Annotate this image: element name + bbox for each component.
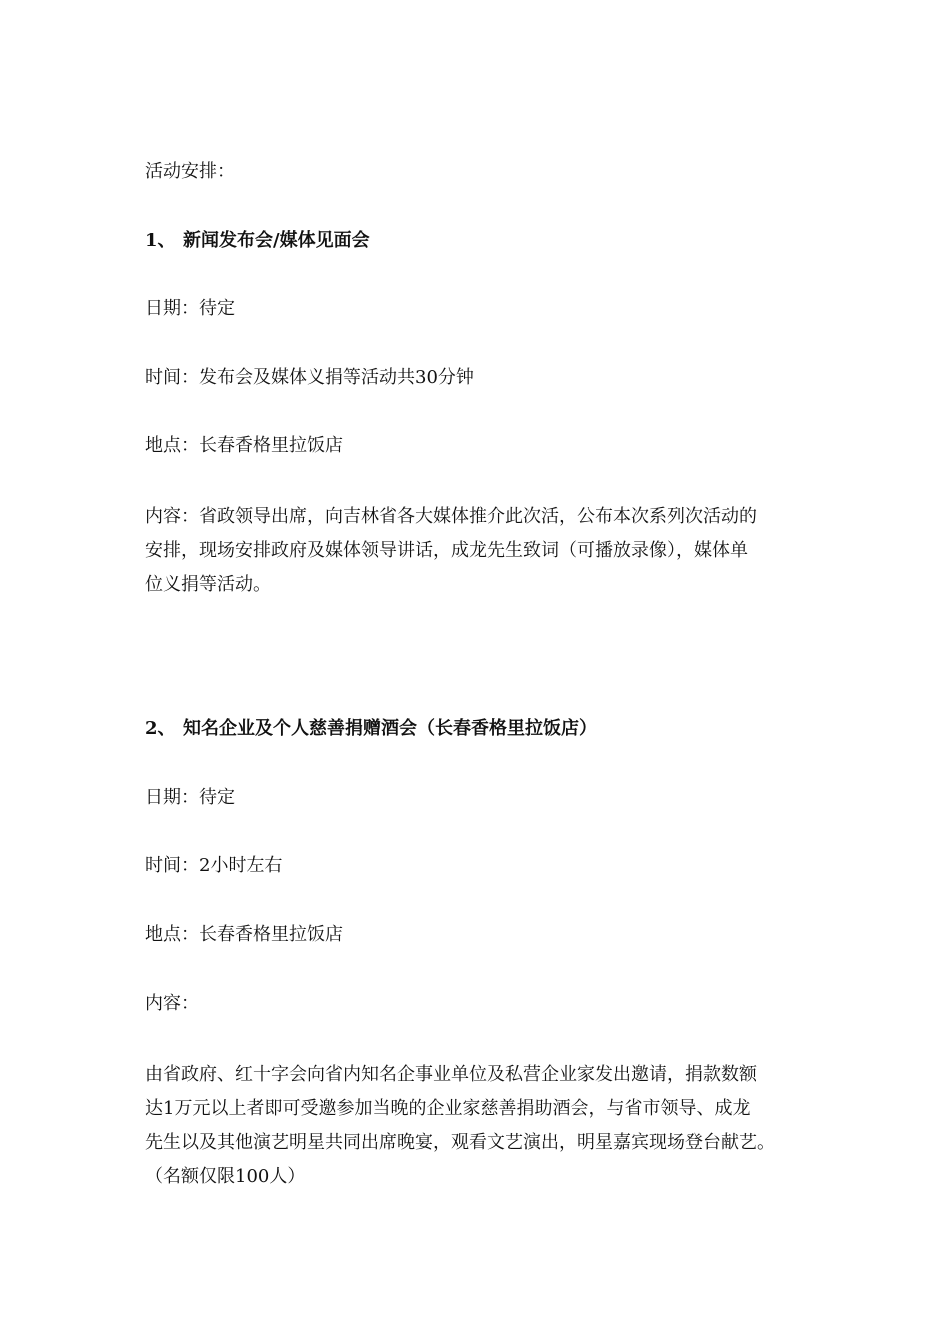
- section-1-content-line: 内容：省政领导出席，向吉林省各大媒体推介此次活，公布本次系列次活动的: [145, 506, 757, 527]
- section-1-content-line: 位义捐等活动。: [145, 574, 271, 595]
- section-2-place: 地点：长春香格里拉饭店: [145, 924, 343, 945]
- section-2-title: 知名企业及个人慈善捐赠酒会（长春香格里拉饭店）: [183, 718, 597, 739]
- section-2-number: 2、: [145, 718, 176, 739]
- section-1-title: 新闻发布会/媒体见面会: [183, 230, 370, 251]
- section-1-date: 日期：待定: [145, 298, 235, 319]
- section-2-content-line: 先生以及其他演艺明星共同出席晚宴，观看文艺演出，明星嘉宾现场登台献艺。: [145, 1132, 775, 1153]
- section-2-time: 时间：2小时左右: [145, 855, 283, 876]
- section-2-content: [145, 1058, 810, 1194]
- section-2-content-line: 由省政府、红十字会向省内知名企事业单位及私营企业家发出邀请，捐款数额: [145, 1064, 757, 1085]
- section-2-date: 日期：待定: [145, 787, 235, 808]
- section-2-heading: [145, 717, 597, 741]
- section-2-content-line: 达1万元以上者即可受邀参加当晚的企业家慈善捐助酒会，与省市领导、成龙: [145, 1098, 751, 1119]
- section-1-place: 地点：长春香格里拉饭店: [145, 435, 343, 456]
- section-1-heading: [145, 229, 370, 253]
- activity-schedule-intro: 活动安排：: [145, 161, 235, 182]
- section-1-number: 1、: [145, 230, 176, 251]
- section-1-time: 时间：发布会及媒体义捐等活动共30分钟: [145, 367, 474, 388]
- section-1-content: [145, 500, 810, 602]
- section-2-content-label: 内容：: [145, 993, 199, 1014]
- section-1-content-line: 安排，现场安排政府及媒体领导讲话，成龙先生致词（可播放录像），媒体单: [145, 540, 748, 561]
- section-2-content-line: （名额仅限100人）: [145, 1166, 306, 1187]
